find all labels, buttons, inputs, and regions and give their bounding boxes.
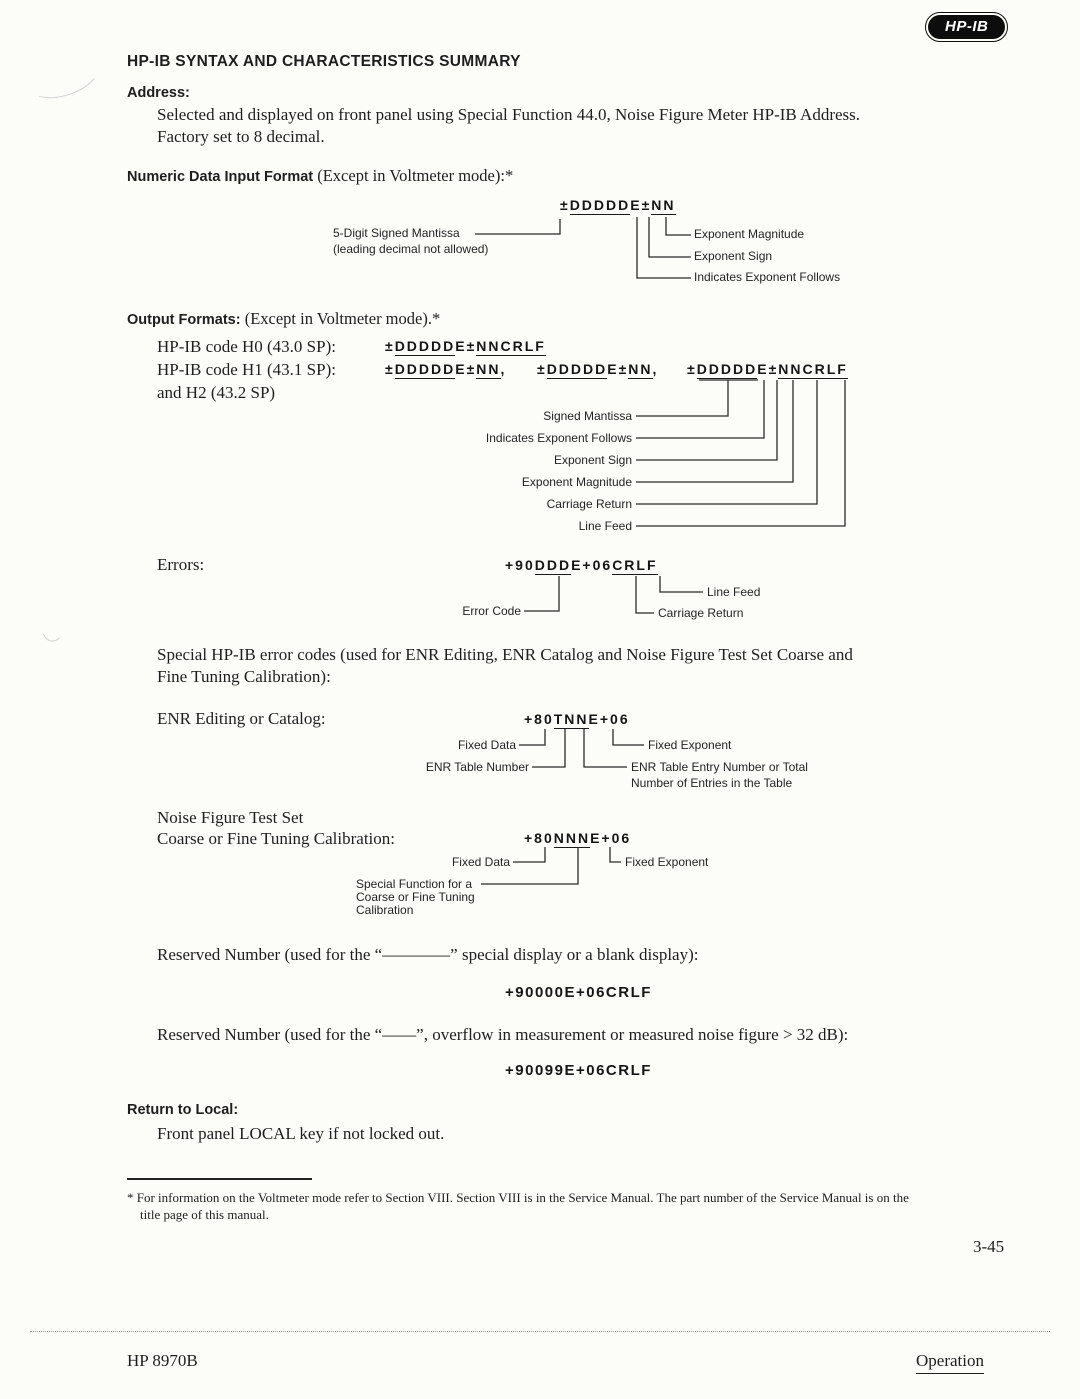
code-segment: +80 [524,830,554,846]
reserved1-code: +90000E+06CRLF [505,984,652,1001]
code-segment: ± [466,361,477,377]
code-segment: NN [476,338,501,354]
label-enr-table-number: ENR Table Number [425,760,529,774]
code-segment: TNN [553,711,589,727]
code-segment: E [455,361,467,377]
code-segment: CRLF [802,361,848,377]
code-segment: NN [651,197,676,213]
h0-prefix: HP-IB code H0 (43.0 SP): [157,337,336,356]
code-segment: ± [687,361,697,377]
code-segment: ± [385,338,395,354]
nfts-heading-line2: Coarse or Fine Tuning Calibration: [157,829,395,848]
code-segment: DDDDD [394,361,456,377]
label-signed-mantissa: 5-Digit Signed Mantissa [333,226,460,240]
address-body-line2: Factory set to 8 decimal. [157,127,325,146]
code-segment: DDDDD [546,361,608,377]
footnote-line2: title page of this manual. [140,1207,269,1222]
reserved2-text: Reserved Number (used for the “——”, overflow in measurement or measured noise figure > 32 dB): [157,1025,849,1044]
code-segment: , [652,361,659,377]
label-indicates-exponent-follows: Indicates Exponent Follows [694,270,841,284]
label-enr-entry-line2: Number of Entries in the Table [631,776,793,790]
code-segment: +90 [505,557,535,573]
label-line-feed-out: Line Feed [578,519,632,533]
output-formats-heading-suffix: (Except in Voltmeter mode).* [240,309,441,328]
numeric-input-heading-suffix: (Except in Voltmeter mode):* [313,166,514,185]
label-line-feed-err: Line Feed [707,585,761,599]
label-carriage-return-err: Carriage Return [658,606,744,620]
reserved1-text: Reserved Number (used for the “————” special display or a blank display): [157,945,699,964]
label-exponent-sign-out: Exponent Sign [553,453,632,467]
label-enr-entry-line1: ENR Table Entry Number or Total [631,760,808,774]
code-segment: ± [560,197,570,213]
footnote-line1: * For information on the Voltmeter mode refer to Section VIII. Section VIII is in the Service Manual. The part number of the Service Manual is on the [127,1190,909,1205]
address-heading: Address: [127,85,190,101]
h1-prefix: HP-IB code H1 (43.1 SP): [157,360,336,379]
code-segment: DDDDD [569,197,631,213]
code-segment: E+06 [590,830,632,846]
reserved2-code: +90099E+06CRLF [505,1062,652,1079]
code-segment: E+06 [571,557,613,573]
nfts-heading-line1: Noise Figure Test Set [157,808,304,827]
code-segment: NN [476,361,501,377]
code-segment: NN [628,361,653,377]
label-signed-mantissa-out: Signed Mantissa [543,409,632,423]
label-special-function-line2: Coarse or Fine Tuning [356,890,475,904]
label-fixed-exponent-nfts: Fixed Exponent [625,855,709,869]
footer-section: Operation [916,1350,984,1374]
code-segment: ± [618,361,629,377]
return-to-local-body: Front panel LOCAL key if not locked out. [157,1124,445,1143]
code-segment: NNN [553,830,591,846]
numeric-input-heading-bold: Numeric Data Input Format [127,169,314,185]
code-segment: CRLF [500,338,546,354]
label-fixed-data-enr: Fixed Data [457,738,516,752]
code-segment: DDDDD [696,361,758,377]
label-exponent-sign: Exponent Sign [694,249,773,263]
label-carriage-return-out: Carriage Return [546,497,632,511]
code-segment: ± [466,338,477,354]
label-mantissa-note: (leading decimal not allowed) [333,242,489,256]
enr-heading: ENR Editing or Catalog: [157,709,326,728]
errors-heading: Errors: [157,555,205,574]
label-fixed-data-nfts: Fixed Data [451,855,510,869]
code-segment: E [455,338,467,354]
label-exponent-magnitude: Exponent Magnitude [694,227,805,241]
label-fixed-exponent-enr: Fixed Exponent [648,738,732,752]
code-segment: E [757,361,769,377]
label-exponent-magnitude-out: Exponent Magnitude [521,475,632,489]
code-segment: E+06 [588,711,630,727]
page-number: 3-45 [973,1237,1005,1256]
return-to-local-heading: Return to Local: [127,1102,239,1118]
code-segment: CRLF [612,557,658,573]
special-codes-line1: Special HP-IB error codes (used for ENR Editing, ENR Catalog and Noise Figure Test Set Coarse and [157,645,853,664]
code-segment: E [630,197,642,213]
page-title: HP-IB SYNTAX AND CHARACTERISTICS SUMMARY [127,53,521,70]
code-segment: ± [768,361,779,377]
code-segment: NN [778,361,803,377]
code-segment: ± [641,197,652,213]
footer-model: HP 8970B [127,1351,198,1370]
code-segment: DDD [534,557,572,573]
label-error-code: Error Code [462,604,521,618]
h2-line: and H2 (43.2 SP) [157,383,276,402]
code-segment: , [500,361,507,377]
label-special-function-line3: Calibration [356,903,414,917]
code-segment: E [607,361,619,377]
address-body-line1: Selected and displayed on front panel using Special Function 44.0, Noise Figure Meter HP-IB Address. [157,105,861,124]
label-special-function-line1: Special Function for a [356,877,473,891]
code-segment: ± [385,361,395,377]
hpib-badge: HP-IB [928,15,1005,39]
code-segment: DDDDD [394,338,456,354]
code-segment: ± [537,361,547,377]
special-codes-line2: Fine Tuning Calibration): [157,667,331,686]
output-formats-heading-bold: Output Formats: [127,312,241,328]
code-segment: +80 [524,711,554,727]
label-indicates-exp-follows-out: Indicates Exponent Follows [485,431,632,445]
